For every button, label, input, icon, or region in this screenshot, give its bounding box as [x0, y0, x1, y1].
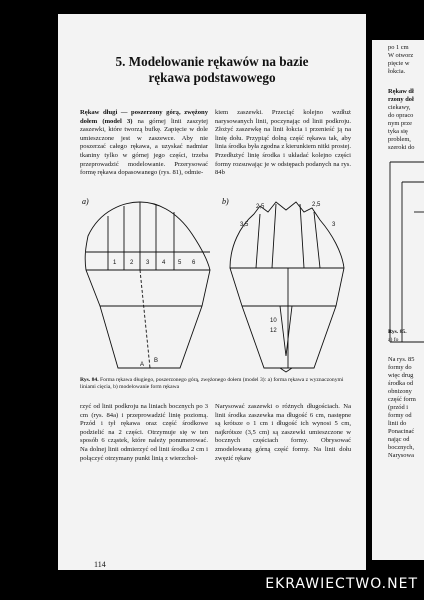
right-text-line: ciekawy, [388, 104, 411, 111]
part-number: 2 [130, 260, 134, 266]
right-text-line: obnizony [388, 388, 412, 395]
paragraph: na górnej linii zaszytej zaszewki, które tworzą bufkę. Zapięcie w dole umieszczone jest w zaszewce. Aby nie poszerzać całego rękawa, a uzyskać nadmiar tkaniny tylko w górnej jego części, trzeba przeprowadzić modelowanie. Przerysować formę rękawa dopasowanego (rys. 81), odmie- [80, 117, 208, 177]
dimension-label: 3 [332, 222, 336, 228]
dimension-label: 2,5 [312, 202, 321, 208]
right-text-line: więc drug [388, 372, 414, 379]
right-text-line: (przód i [388, 404, 409, 411]
figure-label-b: b) [222, 197, 229, 206]
dimension-label: 2,5 [256, 204, 265, 210]
part-number: 4 [162, 260, 166, 266]
paragraph: Narysować zaszewki o różnych długościach. Na linii środka zaszewka ma długość 6 cm, następne są krótsze o 1 cm i długość ich wynosi 5 cm, najkrótsze (3,5 cm) są zaszewki umieszczone w bocznych częściach formy. Obrysować zmodelowaną górną część formy. Na linii dołu zwęzić rękaw [215, 403, 351, 462]
part-number: 5 [178, 260, 182, 266]
section-heading: Rękaw długi — poszerzony górą, zwężony dołem (model 3) [80, 109, 208, 125]
right-text-line: problem, [388, 136, 411, 143]
right-text-line: łokcia. [388, 68, 406, 75]
point-label: A [140, 362, 145, 368]
right-text-line: Ponacinać [388, 428, 415, 435]
right-text-line: linii do [388, 420, 407, 427]
right-text-line: W otworz [388, 52, 414, 59]
figure-caption [80, 377, 352, 391]
right-heading-line: Rękaw dł [388, 88, 414, 95]
right-text-line: Na rys. 85 [388, 356, 415, 363]
dimension-label: 3,5 [240, 222, 249, 228]
sleeve-pattern-figure [80, 196, 352, 374]
right-text-line: środka od [388, 380, 414, 387]
dimension-label: 12 [270, 328, 277, 334]
caption-text: Forma rękawa długiego, poszerzonego górą, zwężonego dołem (model 3): a) forma rękawa z wyznaczonymi liniami cięcia, b) modelowanie form rękawa [80, 377, 344, 391]
book-page-right [372, 40, 424, 560]
right-text-line: Narysowa [388, 452, 414, 459]
right-text-line: szeroki do [388, 144, 415, 151]
text-column-3 [80, 403, 208, 463]
text-column-2 [215, 109, 351, 178]
figure-label-a: a) [82, 197, 89, 206]
right-heading-line: rzony doł [388, 96, 414, 103]
right-text-line: pięcie w [388, 60, 410, 67]
right-text-line: po 1 cm [388, 44, 409, 51]
point-label: B [154, 358, 159, 364]
right-caption-text: a) fo [388, 337, 399, 343]
page-number: 114 [94, 560, 106, 569]
right-text-line: formy od [388, 412, 412, 419]
right-text-line: do opraco [388, 112, 414, 119]
right-text-line: nając od [388, 436, 410, 443]
book-page-left [58, 14, 366, 570]
paragraph: kiem zaszewki. Przeciąć kolejno wzdłuż narysowanych linii, poczynając od linii podkroju. Złożyć zaszewkę na linii łokcia i przenieść ją na linię dołu. Przypiąć dolną część rękawa tak, aby linia środka była zgodna z kierunkiem nitki prostej. Przedłużyć linię środka i układać kolejno części formy rozsuwając je w odstępach podanych na rys. 84b [215, 109, 351, 177]
part-number: 6 [192, 260, 196, 266]
chapter-title [58, 54, 366, 86]
dimension-label: 10 [270, 318, 277, 324]
paragraph: rzyć od linii podkroju na liniach bocznych po 3 cm (rys. 84a) i przeprowadzić linię poziomą. Przód i tył rękawa oraz część środkowe podzielić na 2 części. Otrzymuje się w ten sposób 6 cząstek, które należy ponumerować. Na dolnej linii odmierzyć od linii środka 2 cm i połączyć otrzymany punkt linią z wierzchoł- [80, 403, 208, 462]
right-text-line: część form [388, 396, 416, 403]
right-text-line: tyka się [388, 128, 408, 135]
right-caption-label: Rys. 85. [388, 329, 407, 335]
title-line-2: rękawa podstawowego [148, 70, 276, 85]
text-column-1 [80, 109, 208, 178]
right-text-line: nym prze [388, 120, 412, 127]
text-column-4 [215, 403, 351, 463]
site-watermark: EKRAWIECTWO.NET [265, 576, 418, 592]
title-line-1: 5. Modelowanie rękawów na bazie [115, 54, 309, 69]
right-text-line: formy do [388, 364, 412, 371]
part-number: 1 [113, 260, 117, 266]
caption-label: Rys. 84. [80, 377, 99, 383]
part-number: 3 [146, 260, 150, 266]
right-text-line: bocznych, [388, 444, 415, 451]
